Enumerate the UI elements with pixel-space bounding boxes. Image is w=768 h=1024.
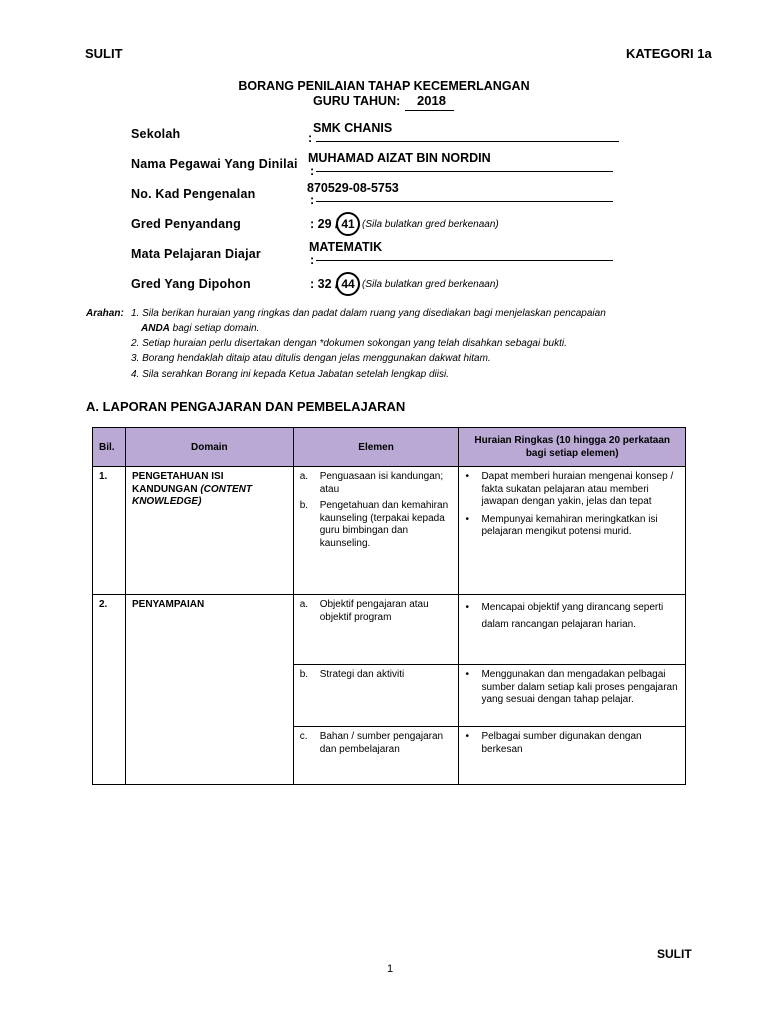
mata-pelajaran-underline (316, 260, 613, 261)
header-elemen: Elemen (293, 428, 459, 467)
form-title: BORANG PENILAIAN TAHAP KECEMERLANGAN (238, 79, 530, 93)
table-row (93, 595, 686, 665)
row2-elemen-b: b. Strategi dan aktiviti (293, 665, 459, 727)
gred-dipohon-prefix: : 32 / (310, 277, 339, 291)
row1-domain-bold: PENGETAHUAN ISI KANDUNGAN (131, 471, 224, 495)
header-domain: Domain (125, 428, 293, 467)
row1-bil: 1. (93, 467, 126, 595)
category-label: KATEGORI 1a (626, 46, 712, 61)
kad-label: No. Kad Pengenalan (131, 187, 256, 201)
row2-huraian-b: • Menggunakan dan mengadakan pelbagai sumber dalam setiap kali proses pengajaran yang sesuai dengan tahap pelajar. (459, 665, 686, 727)
table-row (93, 467, 686, 595)
year-underline (405, 110, 454, 111)
row2-huraian-c: • Pelbagai sumber digunakan dengan berkesan (459, 727, 686, 785)
gred-dipohon-label: Gred Yang Dipohon (131, 277, 251, 291)
header-bil: Bil. (93, 428, 126, 467)
list-item: • Dapat memberi huraian mengenai konsep / fakta sukatan pelajaran atau memberi jawapan dengan yakin, jelas dan tepat (465, 471, 674, 507)
year-value: 2018 (417, 93, 446, 108)
colon: : (310, 253, 315, 267)
section-title: A. LAPORAN PENGAJARAN DAN PEMBELAJARAN (86, 399, 406, 414)
gred-penyandang-note: (Sila bulatkan gred berkenaan) (362, 219, 499, 230)
list-item: a. Penguasaan isi kandungan; atau (299, 471, 444, 495)
header-huraian: Huraian Ringkas (10 hingga 20 perkataan bagi setiap elemen) (459, 428, 686, 467)
mata-pelajaran-value: MATEMATIK (309, 240, 383, 254)
row1-domain (125, 467, 293, 595)
row2-elemen-a: a. Objektif pengajaran atau objektif program (293, 595, 459, 665)
row2-huraian-a: • Mencapai objektif yang dirancang seperti dalam rancangan pelajaran harian. (459, 595, 686, 665)
footer-classification: SULIT (657, 947, 692, 961)
list-item: b. Pengetahuan dan kemahiran kaunseling (terpakai kepada guru bimbingan dan kaunseling. (299, 500, 449, 549)
colon: : (308, 131, 313, 145)
gred-dipohon-note: (Sila bulatkan gred berkenaan) (362, 279, 499, 290)
arahan-line-3: 3. Borang hendaklah ditaip atau ditulis dengan jelas menggunakan dakwat hitam. (131, 353, 491, 364)
arahan-line-1: 1. Sila berikan huraian yang ringkas dan padat dalam ruang yang disediakan bagi menjelaskan pencapaian (131, 308, 606, 319)
gred-dipohon-circled: 44 (336, 272, 360, 296)
row1-huraian (459, 467, 686, 595)
mata-pelajaran-label: Mata Pelajaran Diajar (131, 247, 261, 261)
colon: : (310, 193, 315, 207)
colon: : (310, 164, 315, 178)
sekolah-underline (316, 141, 619, 142)
row2-domain: PENYAMPAIAN (125, 595, 293, 785)
kad-value: 870529-08-5753 (307, 181, 399, 195)
page-number: 1 (387, 963, 394, 975)
row1-domain-italic: (CONTENT KNOWLEDGE) (131, 483, 252, 507)
sekolah-label: Sekolah (131, 127, 181, 141)
arahan-line-1b-rest: bagi setiap domain. (169, 323, 260, 334)
gred-penyandang-circled: 41 (336, 212, 360, 236)
list-item: • Mempunyai kemahiran meringkatkan isi pelajaran mengikut potensi murid. (465, 513, 658, 537)
row2-bil: 2. (93, 595, 126, 785)
year-label: GURU TAHUN: (313, 94, 401, 108)
kad-underline (316, 201, 613, 202)
classification-label: SULIT (85, 46, 123, 61)
nama-underline (316, 171, 613, 172)
evaluation-table (92, 427, 686, 785)
sekolah-value: SMK CHANIS (313, 121, 393, 135)
arahan-anda: ANDA (141, 323, 170, 334)
nama-label: Nama Pegawai Yang Dinilai (131, 157, 298, 171)
row1-elemen (293, 467, 459, 595)
row2-elemen-c: c. Bahan / sumber pengajaran dan pembelajaran (293, 727, 459, 785)
table-header-row (93, 428, 686, 467)
gred-penyandang-label: Gred Penyandang (131, 217, 241, 231)
arahan-line-4: 4. Sila serahkan Borang ini kepada Ketua Jabatan setelah lengkap diisi. (131, 369, 449, 380)
nama-value: MUHAMAD AIZAT BIN NORDIN (308, 151, 491, 165)
gred-penyandang-prefix: : 29 / (310, 217, 339, 231)
arahan-line-2: 2. Setiap huraian perlu disertakan dengan *dokumen sokongan yang telah disahkan sebagai bukti. (131, 338, 567, 349)
arahan-line-1b (141, 321, 259, 337)
arahan-label: Arahan: (86, 308, 124, 319)
